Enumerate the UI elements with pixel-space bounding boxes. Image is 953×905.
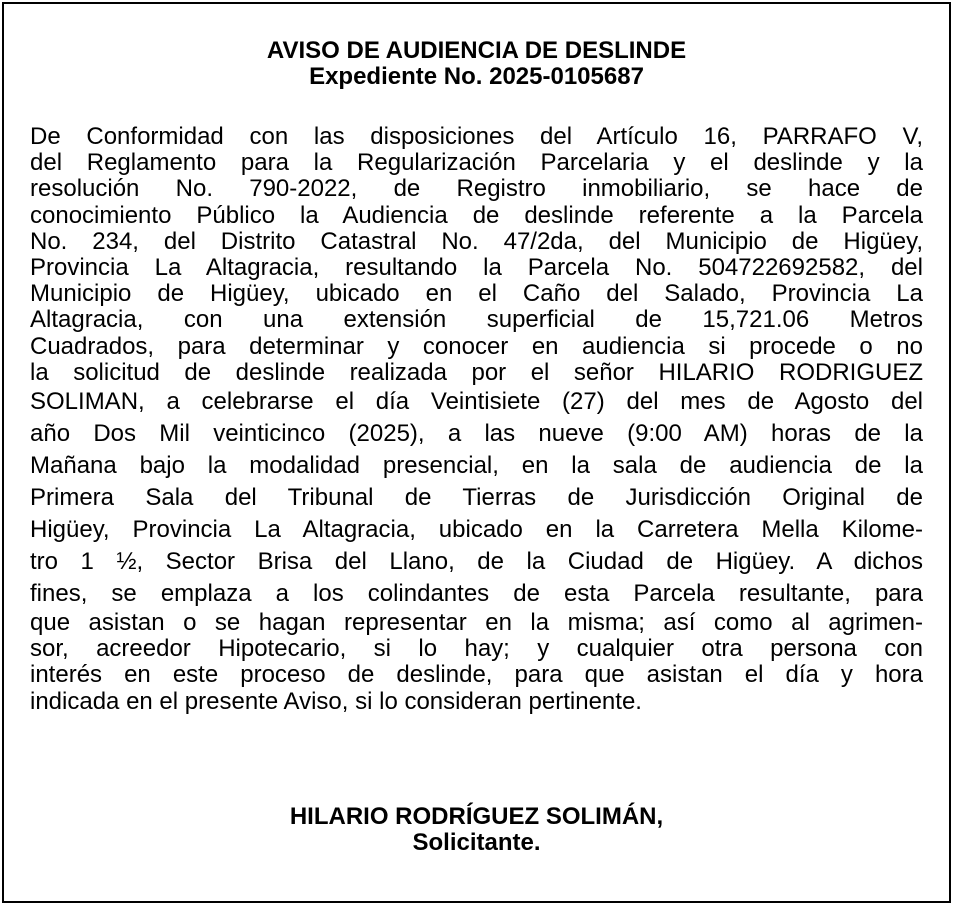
notice-header [4,38,949,90]
notice-body [30,124,923,715]
body-line: que asistan o se hagan representar en la misma; así como al agrimen- [30,609,923,637]
body-line: Cuadrados, para determinar y conocer en audiencia si procede o no [30,332,923,360]
signatory-name: HILARIO RODRÍGUEZ SOLIMÁN, [289,803,664,830]
body-line: Municipio de Higüey, ubicado en el Caño del Salado, Provincia La [30,280,923,308]
body-line: Mañana bajo la modalidad presencial, en la sala de audiencia de la [30,452,923,480]
body-line: fines, se emplaza a los colindantes de esta Parcela resultante, para [30,580,923,608]
signatory-role: Solicitante. [412,829,541,856]
body-line: conocimiento Público la Audiencia de deslinde referente a la Parcela [30,201,923,229]
signature-block [4,804,949,856]
body-line: SOLIMAN, a celebrarse el día Veintisiete (27) del mes de Agosto del [30,388,923,416]
body-line: resolución No. 790-2022, de Registro inmobiliario, se hace de [30,175,923,203]
body-line: Provincia La Altagracia, resultando la Parcela No. 504722692582, del [30,254,923,282]
body-line: interés en este proceso de deslinde, para que asistan el día y hora [30,661,923,689]
legal-notice [2,2,951,903]
expediente-number: Expediente No. 2025-0105687 [309,63,644,90]
notice-title: AVISO DE AUDIENCIA DE DESLINDE [266,37,687,64]
body-line: De Conformidad con las disposiciones del Artículo 16, PARRAFO V, [30,123,923,150]
body-line: Altagracia, con una extensión superficial de 15,721.06 Metros [30,306,923,334]
body-line: Primera Sala del Tribunal de Tierras de Jurisdicción Original de [30,484,923,512]
body-line: del Reglamento para la Regularización Parcelaria y el deslinde y la [30,149,923,177]
body-line: tro 1 ½, Sector Brisa del Llano, de la Ciudad de Higüey. A dichos [30,548,923,576]
body-line: No. 234, del Distrito Catastral No. 47/2da, del Municipio de Higüey, [30,227,923,255]
body-line: Higüey, Provincia La Altagracia, ubicado en la Carretera Mella Kilome- [30,516,923,544]
body-line: la solicitud de deslinde realizada por el señor HILARIO RODRIGUEZ [30,358,923,386]
body-line: sor, acreedor Hipotecario, si lo hay; y cualquier otra persona con [30,635,923,663]
body-line: indicada en el presente Aviso, si lo consideran pertinente. [30,687,642,715]
body-line: año Dos Mil veinticinco (2025), a las nueve (9:00 AM) horas de la [30,420,923,448]
